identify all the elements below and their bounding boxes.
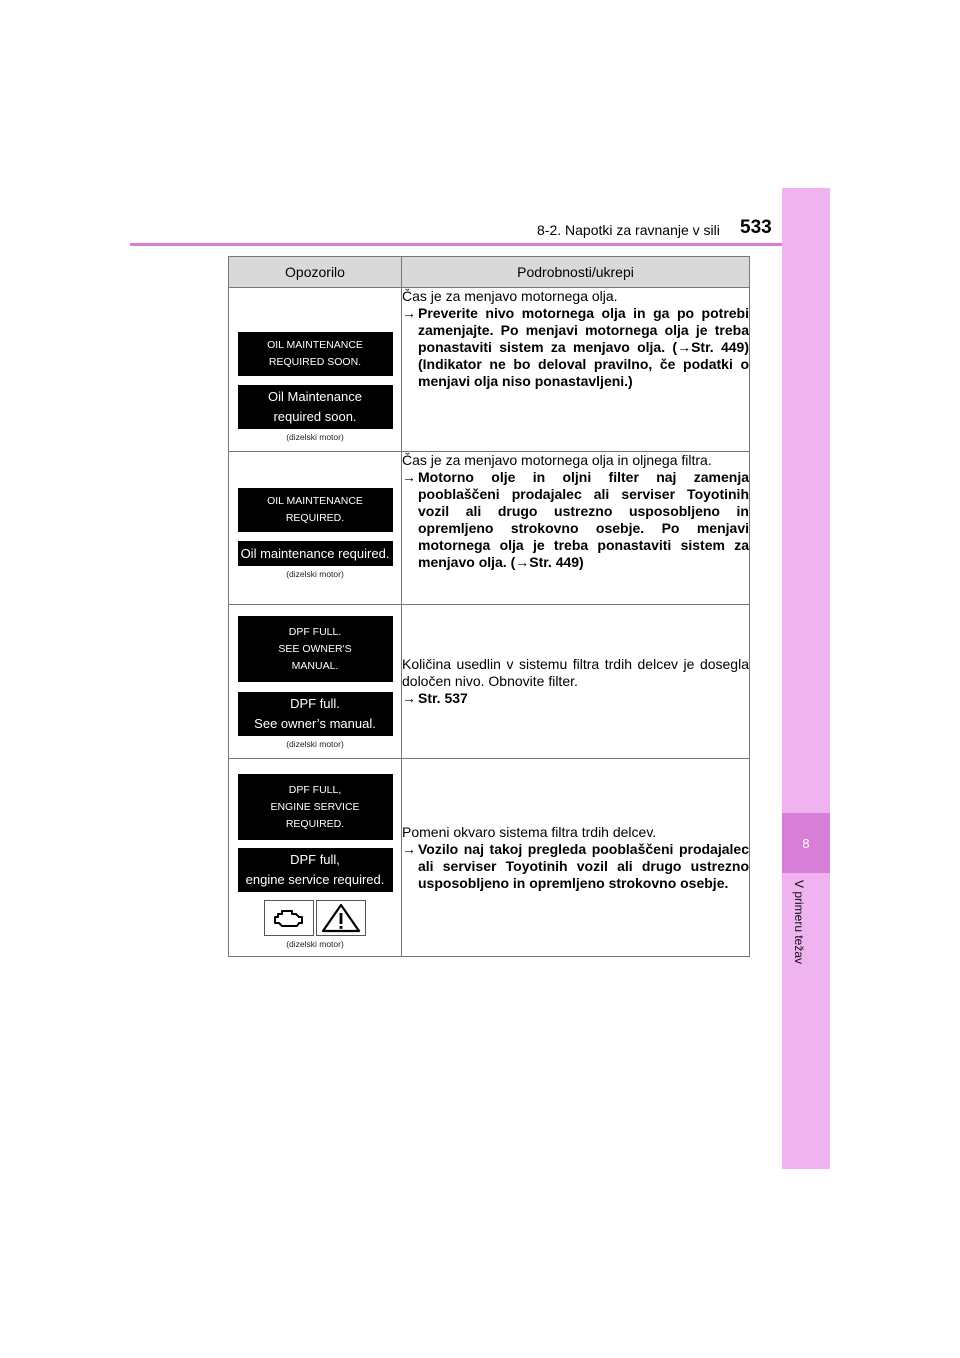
display-panel-text — [238, 774, 393, 840]
diesel-note: (dizelski motor) — [286, 739, 344, 749]
panel-line: DPF full. — [290, 696, 340, 711]
indicator-icons — [229, 900, 401, 936]
warning-display-cell — [229, 605, 402, 759]
panel-line: required soon. — [273, 409, 357, 424]
warning-display-cell — [229, 288, 402, 452]
display-panel-graphic — [238, 692, 393, 736]
diesel-note: (dizelski motor) — [286, 939, 344, 949]
chapter-title: V primeru težav — [792, 880, 806, 965]
display-panel-text — [238, 488, 393, 532]
chapter-number: 8 — [782, 813, 830, 873]
display-panel-text — [238, 616, 393, 682]
panel-line: engine service required. — [245, 872, 385, 887]
column-header-warning: Opozorilo — [229, 257, 402, 288]
arrow-icon: → — [402, 690, 416, 706]
display-panel-graphic — [238, 541, 393, 566]
section-title: 8-2. Napotki za ravnanje v sili — [537, 222, 720, 238]
panel-line: DPF FULL, — [288, 783, 342, 796]
display-panel-graphic — [238, 385, 393, 429]
panel-line: REQUIRED. — [285, 512, 345, 524]
details-lead: Čas je za menjavo motornega olja in oljnega filtra. — [402, 452, 712, 468]
engine-check-icon — [264, 900, 314, 936]
details-cell — [402, 288, 750, 452]
chapter-side-tab — [782, 188, 830, 1169]
panel-line: DPF FULL. — [288, 625, 342, 638]
details-cell — [402, 605, 750, 759]
diesel-note: (dizelski motor) — [286, 432, 344, 442]
display-panel-graphic — [238, 848, 393, 892]
details-action — [402, 841, 749, 892]
table-row — [229, 605, 750, 759]
header-rule — [130, 243, 830, 246]
panel-line: Oil maintenance required. — [240, 545, 390, 561]
details-lead: Čas je za menjavo motornega olja. — [402, 288, 618, 304]
panel-line: MANUAL. — [291, 659, 339, 672]
details-lead: Pomeni okvaro sistema filtra trdih delcev. — [402, 823, 657, 840]
page-number: 533 — [740, 217, 772, 238]
diesel-note: (dizelski motor) — [286, 569, 344, 579]
details-cell — [402, 452, 750, 605]
table-row — [229, 759, 750, 957]
panel-line: See owner’s manual. — [254, 716, 376, 731]
panel-line: DPF full, — [290, 852, 340, 867]
display-panel-text — [238, 332, 393, 376]
column-header-details: Podrobnosti/ukrepi — [402, 257, 750, 288]
table-header-row — [229, 257, 750, 288]
arrow-icon: → — [402, 469, 416, 485]
panel-line: OIL MAINTENANCE — [267, 339, 363, 351]
warning-triangle-icon — [316, 900, 366, 936]
details-cell — [402, 759, 750, 957]
action-text: Str. 537 — [418, 690, 468, 706]
panel-line: REQUIRED SOON. — [268, 356, 362, 368]
warning-display-cell — [229, 452, 402, 605]
panel-line: Oil Maintenance — [268, 389, 362, 404]
panel-line: SEE OWNER'S — [278, 642, 352, 655]
action-text: Vozilo naj takoj pregleda pooblaščeni prodajalec ali serviser Toyotinih vozil ali drugo ustrezno usposobljeno in opremljeno strokovno osebje. — [418, 840, 749, 891]
panel-line: OIL MAINTENANCE — [267, 495, 363, 507]
details-action — [402, 690, 749, 707]
panel-line: REQUIRED. — [285, 817, 345, 830]
table-row — [229, 452, 750, 605]
details-lead: Količina usedlin v sistemu filtra trdih delcev je dosegla določen nivo. Obnovite filter. — [402, 656, 749, 689]
details-action — [402, 305, 749, 390]
warning-table — [228, 256, 750, 957]
arrow-icon: → — [402, 305, 416, 321]
action-text: Preverite nivo motornega olja in ga po potrebi zamenjajte. Po menjavi motornega olja je treba ponastaviti sistem za menjavo olja. (→Str. 449) (Indikator ne bo deloval pravilno, če podatki o menjavi olja niso ponastavljeni.) — [418, 305, 749, 389]
panel-line: ENGINE SERVICE — [270, 800, 360, 813]
details-action — [402, 469, 749, 571]
warning-display-cell — [229, 759, 402, 957]
action-text: Motorno olje in oljni filter naj zamenja pooblaščeni prodajalec ali serviser Toyotinih vozil ali drugo ustrezno usposobljeno in opremljeno strokovno osebje. Po menjavi motornega olja je treba ponastaviti sistem za menjavo olja. (→Str. 449) — [418, 469, 749, 570]
table-row — [229, 288, 750, 452]
arrow-icon: → — [402, 840, 416, 857]
